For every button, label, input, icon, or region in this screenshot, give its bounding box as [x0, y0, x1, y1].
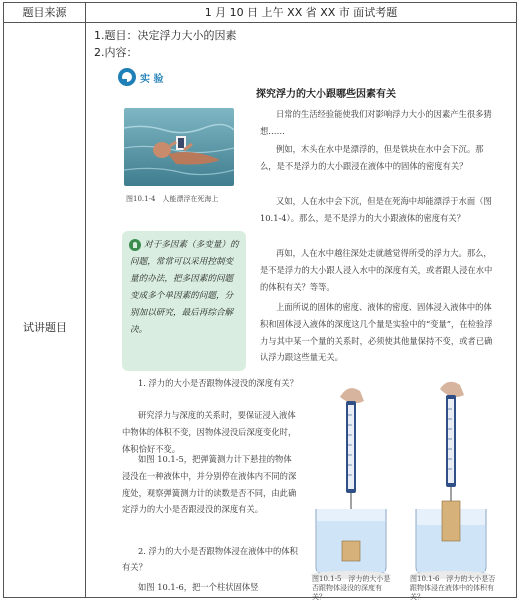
paragraph-3: 又如，人在水中会下沉，但是在死海中却能漂浮于水面（图 10.1-4）。那么，是不是浮力的大小跟液体的密度有关？: [260, 196, 492, 223]
hand-icon: [340, 388, 364, 403]
source-row: [4, 3, 516, 23]
spring-scale-figures: [310, 375, 508, 593]
dead-sea-photo: [124, 108, 234, 186]
figure-10-1-6: [411, 382, 491, 579]
experiment-badge: [118, 67, 163, 87]
question-table: [3, 2, 517, 601]
label-column: [4, 23, 86, 597]
topic-label: 试讲题目: [23, 321, 67, 334]
figure-caption-2: 图10.1-6 浮力的大小是否跟物体浸在液体中的体积有关？: [410, 575, 496, 601]
source-label: 题目来源: [4, 3, 86, 23]
metal-block: [342, 541, 360, 561]
photo-caption: 图10.1-4 人能漂浮在死海上: [126, 195, 219, 203]
tip-text: 对于多因素（多变量）的问题，常常可以采用控制变量的办法，把多因素的问题变成多个单因素的问题，分别加以研究，最后再综合解决。: [130, 240, 239, 335]
left-paragraph-1: 研究浮力与深度的关系时，要保证浸入液体中物体的体积不变，因物体浸没后深度变化时，体积恰好不变。: [122, 410, 297, 454]
content-heading: 2.内容：: [94, 46, 138, 59]
experiment-icon: [118, 68, 136, 86]
paragraph-5: 上面所说的固体的密度、液体的密度、固体浸入液体中的体积和固体浸入液体的深度这几个量是实验中的“变量”，在检验浮力与其中某一个量的关系时，必须使其他量保持不变，或者已确认浮力跟这些量无关。: [260, 302, 493, 363]
paragraph-4: 再如，人在水中越往深处走就越觉得所受的浮力大。那么，是不是浮力的大小跟人浸入水中的深度有关，或者跟人浸在水中的体积有关？等等。: [260, 248, 493, 292]
experiment-label: 实 验: [140, 73, 164, 85]
topic-title: 1.题目：决定浮力大小的因素: [94, 29, 237, 42]
question-1: 1. 浮力的大小是否跟物体浸没的深度有关？: [138, 378, 298, 388]
figure-10-1-5: [311, 388, 391, 579]
cylinder-block: [442, 501, 460, 541]
tip-icon: [129, 239, 141, 251]
figure-caption-1: 图10.1-5 浮力的大小是否跟物体浸没的深度有关？: [312, 575, 391, 601]
left-paragraph-2: 如图 10.1-5，把弹簧测力计下悬挂的物体浸没在一种液体中，并分别停在液体内不同的深度处，观察弹簧测力计的读数是否不同，由此确定浮力的大小是否跟浸没的深度有关。: [122, 454, 297, 515]
dead-sea-illustration: [124, 108, 234, 186]
left-paragraph-3: 如图 10.1-6，把一个柱状固体竖: [138, 582, 259, 592]
question-2: 2. 浮力的大小是否跟物体浸在液体中的体积有关？: [122, 546, 298, 572]
paragraph-1: 日常的生活经验能使我们对影响浮力大小的因素产生很多猜想……: [260, 109, 492, 136]
content-cell: [86, 23, 516, 601]
source-value: 1 月 10 日 上午 XX 省 XX 市 面试考题: [204, 6, 398, 19]
section-title: 探究浮力的大小跟哪些因素有关: [256, 89, 396, 100]
hand-icon: [440, 382, 464, 397]
tip-box: [122, 231, 246, 371]
paragraph-2: 例如，木头在水中是漂浮的，但是铁块在水中会下沉。那么，是不是浮力的大小跟浸在液体中的固体的密度有关？: [260, 144, 484, 171]
